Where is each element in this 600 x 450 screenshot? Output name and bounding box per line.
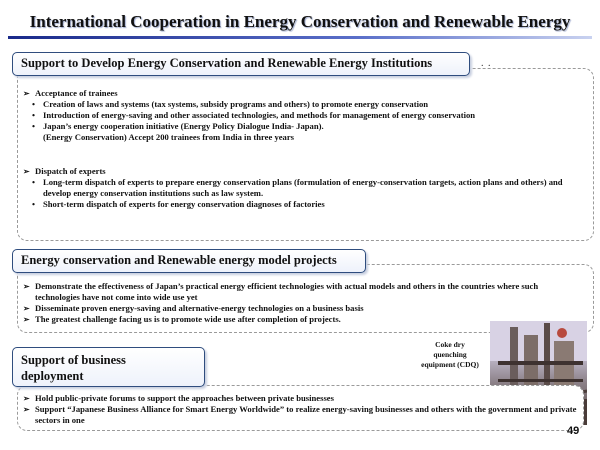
list-item: ➢ Support “Japanese Business Alliance for Smart Energy Worldwide” to realize energy-saving businesses and others with the government and private sectors in one: [23, 404, 577, 425]
section3-header-line1: Support of business: [21, 353, 126, 367]
section2-header-text: Energy conservation and Renewable energy model projects: [21, 253, 337, 267]
slide-title: International Cooperation in Energy Conservation and Renewable Energy: [29, 12, 571, 31]
arrow-bullet-icon: ➢: [23, 315, 30, 324]
arrow-bullet-icon: ➢: [23, 394, 30, 403]
bullet-icon: •: [32, 121, 36, 131]
section3-list: [23, 393, 578, 426]
photo-caption: Coke dry quenching equipment (CDQ): [421, 340, 479, 369]
bullet-icon: •: [32, 199, 36, 209]
list-item-continuation: (Energy Conservation) Accept 200 trainees from India in three years: [43, 132, 295, 142]
bullet-icon: •: [32, 177, 36, 187]
dispatch-heading: ➢ Dispatch of experts: [23, 166, 106, 176]
list-item: • Japan’s energy cooperation initiative (Energy Policy Dialogue India- Japan).: [32, 121, 324, 131]
bullet-icon: •: [32, 99, 36, 109]
section3-header: [12, 347, 205, 387]
section1-header: [12, 52, 470, 76]
section3-header-line2: deployment: [21, 369, 84, 383]
bullet-icon: •: [32, 110, 36, 120]
title-underline: [8, 36, 592, 39]
header-dots: . .: [481, 58, 492, 69]
arrow-bullet-icon: ➢: [23, 89, 30, 98]
arrow-bullet-icon: ➢: [23, 405, 30, 414]
acceptance-heading: ➢ Acceptance of trainees: [23, 88, 118, 98]
section1-header-text: Support to Develop Energy Conservation and Renewable Energy Institutions: [21, 56, 433, 70]
list-item: ➢ The greatest challenge facing us is to promote wide use after completion of projects.: [23, 314, 341, 324]
list-item: ➢ Demonstrate the effectiveness of Japan’s practical energy efficient technologies with actual models and others in the countries where such technologies have not come into wide use yet: [23, 281, 539, 302]
dispatch-block: [23, 166, 563, 210]
arrow-bullet-icon: ➢: [23, 167, 30, 176]
section2-list: [23, 281, 583, 325]
list-item: ➢ Hold public-private forums to support the approaches between private businesses: [23, 393, 334, 403]
page-number: 49: [567, 425, 580, 437]
arrow-bullet-icon: ➢: [23, 304, 30, 313]
list-item: • Creation of laws and systems (tax systems, subsidy programs and others) to promote energy conservation: [32, 99, 429, 109]
list-item: • Long-term dispatch of experts to prepare energy conservation plans (formulation of energy-conservation targets, action plans and others) and develop energy conservation institutions such as law system.: [32, 177, 563, 198]
list-item: • Short-term dispatch of experts for energy conservation diagnoses of factories: [32, 199, 325, 209]
arrow-bullet-icon: ➢: [23, 282, 30, 291]
list-item: • Introduction of energy-saving and other associated technologies, and methods for management of energy conservation: [32, 110, 476, 120]
list-item: ➢ Disseminate proven energy-saving and alternative-energy technologies on a business basis: [23, 303, 364, 313]
acceptance-block: [23, 88, 583, 143]
section2-header: [12, 249, 366, 273]
